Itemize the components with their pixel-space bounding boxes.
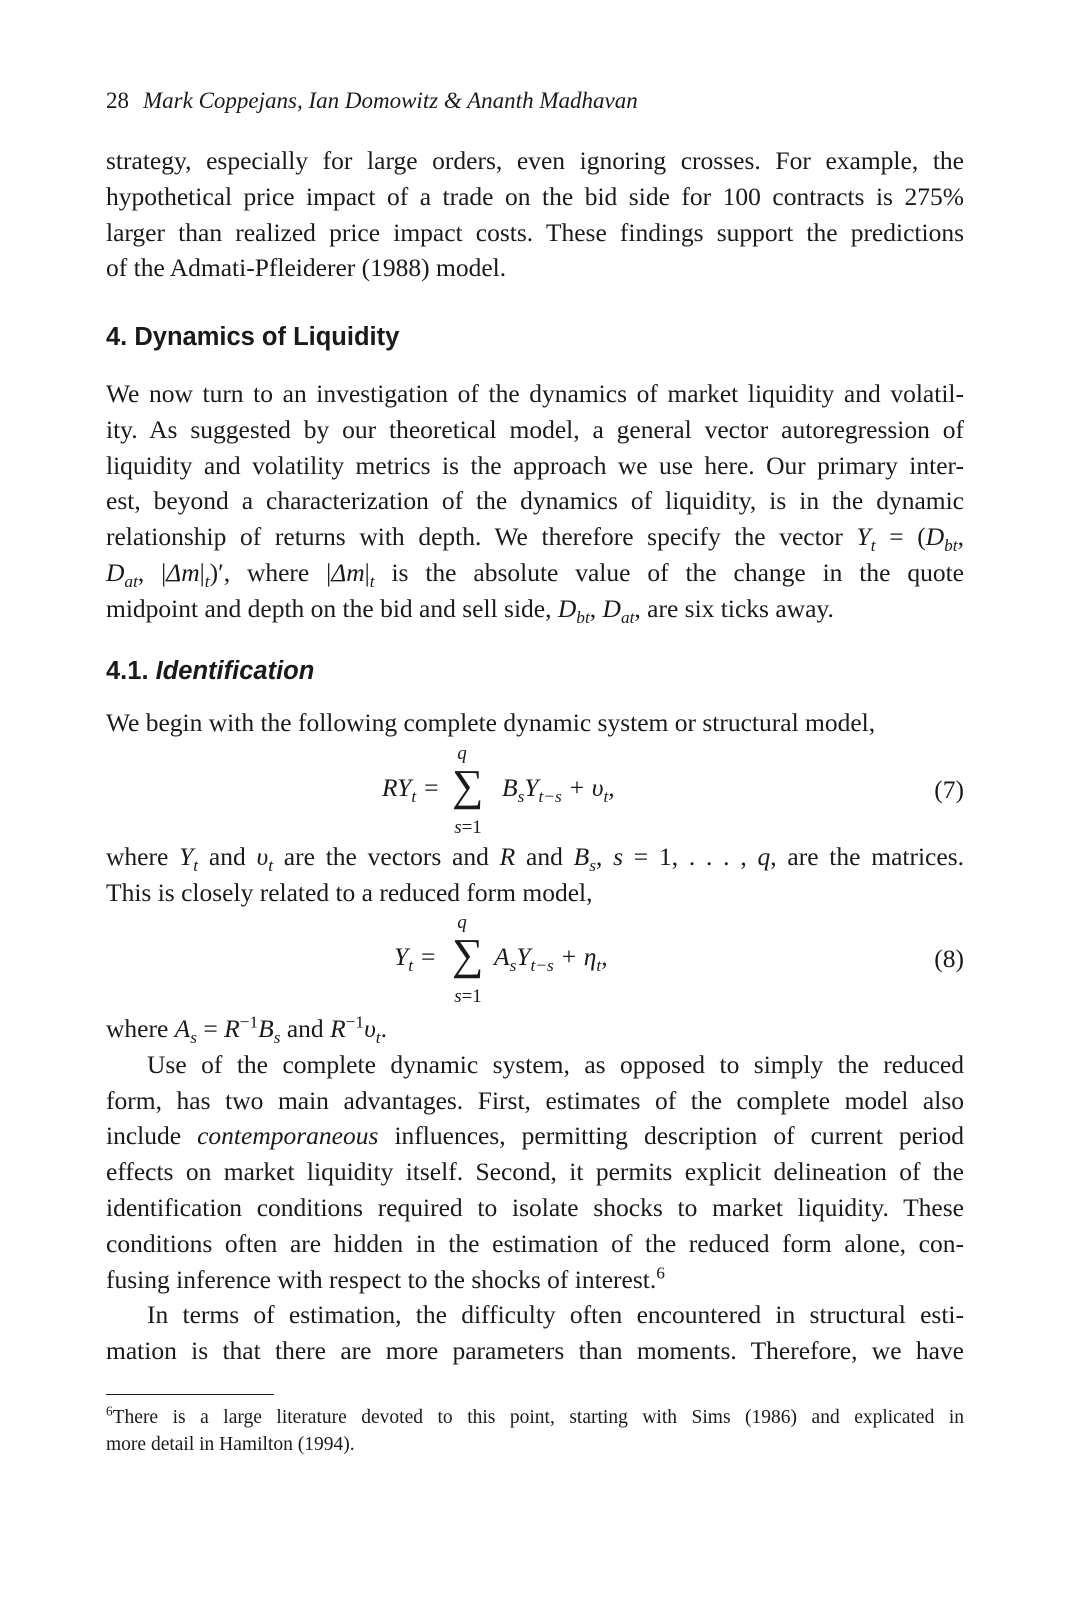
- text-fragment: where: [106, 842, 180, 871]
- text-line: midpoint and depth on the bid and sell side, $D_{bt}$, $D_{at}$, are six ticks away.: [106, 593, 834, 627]
- text-fragment: There is a large literature devoted to this point, starting with Sims (1986) and explicated in: [112, 1407, 964, 1428]
- after-eq7-text: [106, 839, 964, 911]
- text-line: hypothetical price impact of a trade on the bid side for 100 contracts is 275%: [106, 181, 964, 211]
- text-line: mation is that there are more parameters than moments. Therefore, we have: [106, 1336, 964, 1366]
- footnote-mark: 6: [106, 1403, 113, 1419]
- footnote-reference: 6: [656, 1263, 665, 1283]
- text-fragment: relationship of returns with depth. We therefore specify the vector: [106, 522, 857, 552]
- running-header: [106, 88, 638, 114]
- identification-intro: [106, 705, 964, 741]
- subsection-heading: [106, 657, 314, 686]
- page-number: 28: [106, 88, 129, 113]
- text-line: We begin with the following complete dynamic system or structural model,: [106, 708, 876, 737]
- text-line: where $Y_t$ and $\upsilon_t$ are the vectors and R and $B_s$, s = 1, . . . , q, are the matrices.: [106, 842, 964, 876]
- emphasis-text: contemporaneous: [197, 1121, 379, 1151]
- text-fragment: and: [280, 1014, 331, 1043]
- text-fragment: are the vectors and: [273, 842, 500, 871]
- text-fragment: and: [198, 842, 257, 871]
- text-line: This is closely related to a reduced form model,: [106, 877, 593, 907]
- footnote: [106, 1404, 964, 1458]
- text-fragment: include: [106, 1121, 198, 1151]
- equation-7: $RY_t$ = q ∑ s=1 $B_sY_{t-s} + \upsilon_t$, (7): [382, 743, 964, 838]
- text-fragment: influences, permitting description of current period: [378, 1121, 964, 1151]
- text-fragment: , where: [223, 557, 327, 587]
- text-line: Use of the complete dynamic system, as opposed to simply the reduced: [147, 1049, 964, 1079]
- section4-paragraph: [106, 376, 964, 627]
- subsection-title: Identification: [155, 657, 315, 685]
- equation-number: (8): [934, 944, 964, 973]
- footnote-line: [106, 1404, 964, 1431]
- equation-8: $Y_t$ = q ∑ s=1 $A_sY_{t-s} + \eta_t$, (8): [394, 912, 964, 1007]
- footnote-divider: [106, 1394, 274, 1395]
- text-line: In terms of estimation, the difficulty often encountered in structural esti-: [147, 1300, 964, 1330]
- text-line: est, beyond a characterization of the dynamics of liquidity, is in the dynamic: [106, 486, 964, 516]
- text-fragment: fusing inference with respect to the shocks of interest.: [106, 1264, 657, 1294]
- text-line: of the Admati-Pfleiderer (1988) model.: [106, 253, 507, 283]
- running-header-authors: Mark Coppejans, Ian Domowitz & Ananth Madhavan: [143, 88, 638, 113]
- subsection-number: 4.1.: [106, 657, 149, 685]
- identification-discussion: [106, 1011, 964, 1369]
- text-line: We now turn to an investigation of the dynamics of market liquidity and volatil-: [106, 379, 964, 408]
- text-line: conditions often are hidden in the estimation of the reduced form alone, con-: [106, 1228, 964, 1258]
- text-line: liquidity and volatility metrics is the approach we use here. Our primary inter-: [106, 450, 964, 480]
- text-fragment: , are the matrices.: [770, 842, 964, 871]
- text-line: effects on market liquidity itself. Second, it permits explicit delineation of the: [106, 1157, 964, 1187]
- text-fragment: midpoint and depth on the bid and sell side,: [106, 593, 558, 623]
- text-fragment: where: [106, 1014, 175, 1043]
- section-heading: 4. Dynamics of Liquidity: [106, 323, 400, 351]
- text-line: ity. As suggested by our theoretical model, a general vector autoregression of: [106, 414, 964, 444]
- intro-paragraph: [106, 143, 964, 286]
- text-line: relationship of returns with depth. We therefore specify the vector $Y_t = (D_{bt}$,: [106, 522, 964, 556]
- text-fragment: is the absolute value of the change in the quote: [374, 557, 964, 587]
- text-line: larger than realized price impact costs. These findings support the predictions: [106, 217, 964, 247]
- text-line: [106, 1262, 964, 1298]
- text-line: where $A_s = R^{-1}B_s$ and $R^{-1}\upsilon_t$.: [106, 1012, 387, 1048]
- text-line: form, has two main advantages. First, estimates of the complete model also: [106, 1085, 964, 1115]
- equation-number: (7): [934, 775, 964, 804]
- text-fragment: , are six ticks away.: [634, 593, 834, 623]
- footnote-line: more detail in Hamilton (1994).: [106, 1434, 355, 1455]
- text-fragment: and: [515, 842, 574, 871]
- text-line: identification conditions required to isolate shocks to market liquidity. These: [106, 1192, 964, 1222]
- text-line: [106, 1118, 964, 1154]
- text-line: strategy, especially for large orders, even ignoring crosses. For example, the: [106, 146, 964, 175]
- text-line: $D_{at}$, $|\Delta m|_t)'$, where $|\Delta m|_t$ is the absolute value of the change in the quote: [106, 557, 964, 592]
